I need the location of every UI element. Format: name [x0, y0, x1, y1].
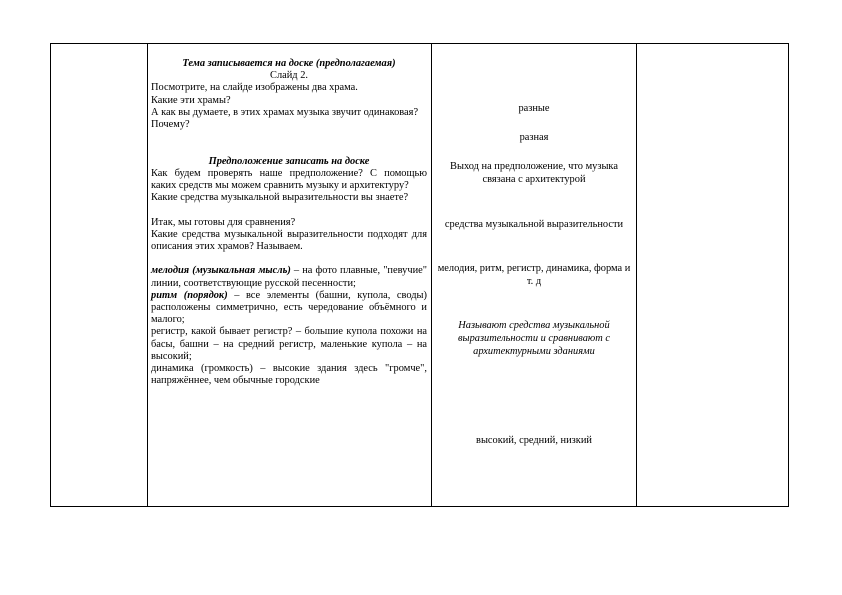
question-text: Какие эти храмы? [151, 94, 231, 106]
column-divider-2 [431, 43, 432, 507]
question-text: Почему? [151, 119, 190, 131]
question-text: А как вы думаете, в этих храмах музыка звучит одинаковая? [151, 106, 419, 118]
answer-means-list: мелодия, ритм, регистр, динамика, форма и т. д [437, 263, 631, 287]
answer-means: средства музыкальной выразительности [444, 219, 624, 230]
melody-paragraph [151, 265, 427, 289]
answer-different-temples: разные [518, 103, 550, 114]
column-divider-1 [147, 43, 148, 507]
question-text: Какие средства музыкальной выразительности вы знаете? [151, 192, 409, 204]
rhythm-text: – все элементы (башни, купола, своды) расположены симметрично, есть чередование объёмного и малого; [151, 289, 427, 326]
dynamics-paragraph: динамика (громкость) – высокие здания здесь "громче", напряжённее, чем обычные городские [151, 363, 427, 387]
answer-register: высокий, средний, низкий [476, 435, 592, 446]
theme-note: Тема записывается на доске (предполагаемая) [182, 58, 396, 69]
question-text: Как будем проверять наше предположение? С помощью каких средств мы можем сравнить музыку и архитектуру? [151, 167, 427, 191]
rhythm-term: ритм (порядок) [151, 289, 228, 301]
column-divider-3 [636, 43, 637, 507]
melody-term: мелодия (музыкальная мысль) [151, 265, 291, 277]
answer-hypothesis: Выход на предположение, что музыка связана с архитектурой [450, 161, 618, 185]
question-text: Какие средства музыкальной выразительности подходят для описания этих храмов? Называем. [151, 228, 427, 252]
rhythm-paragraph [151, 290, 427, 327]
answer-different-music: разная [519, 132, 549, 143]
hypothesis-note: Предположение записать на доске [208, 155, 370, 167]
question-text: Посмотрите, на слайде изображены два храма. [151, 82, 358, 94]
register-paragraph: регистр, какой бывает регистр? – большие купола похожи на басы, башни – на средний регистр, маленькие купола – на высокий; [151, 326, 427, 362]
melody-text: – на фото плавные, "певучие" линии, соответствующие русской песенности; [151, 265, 427, 289]
teacher-activity-cell [151, 58, 427, 387]
question-text: Итак, мы готовы для сравнения? [151, 216, 296, 228]
answer-compare: Называют средства музыкальной выразительности и сравнивают с архитектурными зданиями [458, 320, 610, 357]
slide-label: Слайд 2. [270, 70, 308, 82]
